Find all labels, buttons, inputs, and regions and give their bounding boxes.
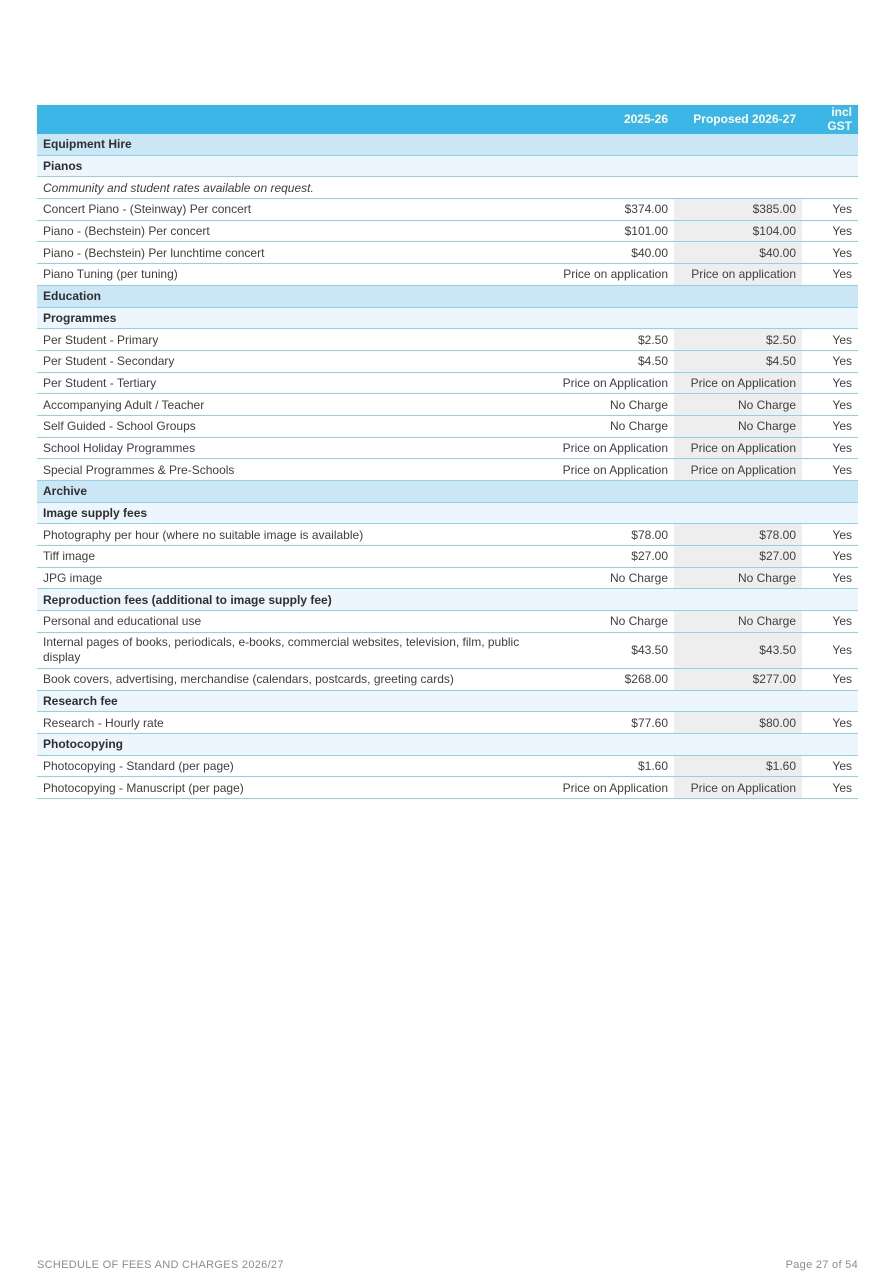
table-note: Community and student rates available on request. — [37, 177, 858, 199]
table-row — [37, 668, 858, 690]
subcategory-row — [37, 733, 858, 755]
category-row — [37, 285, 858, 307]
subcategory-heading: Photocopying — [37, 733, 858, 755]
subcategory-heading: Pianos — [37, 155, 858, 177]
note-row — [37, 177, 858, 199]
table-row — [37, 524, 858, 546]
subcategory-heading: Image supply fees — [37, 502, 858, 524]
fee-current-value: No Charge — [547, 394, 674, 416]
fee-gst-flag: Yes — [802, 199, 858, 221]
fee-gst-flag: Yes — [802, 632, 858, 668]
category-row — [37, 481, 858, 503]
category-heading: Education — [37, 285, 858, 307]
fee-current-value: $101.00 — [547, 220, 674, 242]
header-description — [37, 105, 547, 134]
subcategory-heading: Programmes — [37, 307, 858, 329]
table-row — [37, 394, 858, 416]
table-row — [37, 372, 858, 394]
fee-current-value: No Charge — [547, 415, 674, 437]
table-row — [37, 567, 858, 589]
fee-proposed-value: $78.00 — [674, 524, 802, 546]
table-row — [37, 632, 858, 668]
fee-description: Concert Piano - (Steinway) Per concert — [37, 199, 547, 221]
fee-current-value: Price on application — [547, 264, 674, 286]
fee-proposed-value: $104.00 — [674, 220, 802, 242]
fee-current-value: Price on Application — [547, 777, 674, 799]
fee-description: Photocopying - Manuscript (per page) — [37, 777, 547, 799]
header-incl-gst: incl GST — [802, 105, 858, 134]
fee-current-value: Price on Application — [547, 459, 674, 481]
fee-proposed-value: Price on Application — [674, 777, 802, 799]
fee-description: Personal and educational use — [37, 611, 547, 633]
fee-proposed-value: Price on Application — [674, 459, 802, 481]
category-heading: Archive — [37, 481, 858, 503]
subcategory-row — [37, 155, 858, 177]
subcategory-heading: Research fee — [37, 690, 858, 712]
fee-gst-flag: Yes — [802, 394, 858, 416]
fee-current-value: $2.50 — [547, 329, 674, 351]
fees-table — [37, 105, 858, 799]
category-row — [37, 134, 858, 156]
subcategory-row — [37, 307, 858, 329]
table-row — [37, 199, 858, 221]
table-body — [37, 134, 858, 799]
table-row — [37, 755, 858, 777]
category-heading: Equipment Hire — [37, 134, 858, 156]
fee-proposed-value: No Charge — [674, 394, 802, 416]
fee-proposed-value: Price on application — [674, 264, 802, 286]
fee-gst-flag: Yes — [802, 242, 858, 264]
fee-gst-flag: Yes — [802, 437, 858, 459]
footer-page-number: Page 27 of 54 — [785, 1259, 858, 1271]
fee-proposed-value: $385.00 — [674, 199, 802, 221]
fee-proposed-value: No Charge — [674, 611, 802, 633]
fee-current-value: $268.00 — [547, 668, 674, 690]
fee-proposed-value: No Charge — [674, 567, 802, 589]
table-row — [37, 220, 858, 242]
fee-gst-flag: Yes — [802, 712, 858, 734]
fee-current-value: $77.60 — [547, 712, 674, 734]
fee-current-value: $78.00 — [547, 524, 674, 546]
fee-description: Piano - (Bechstein) Per concert — [37, 220, 547, 242]
fee-gst-flag: Yes — [802, 264, 858, 286]
fee-current-value: No Charge — [547, 611, 674, 633]
table-row — [37, 777, 858, 799]
fee-gst-flag: Yes — [802, 329, 858, 351]
fee-proposed-value: $2.50 — [674, 329, 802, 351]
table-row — [37, 264, 858, 286]
fee-description: Book covers, advertising, merchandise (calendars, postcards, greeting cards) — [37, 668, 547, 690]
table-row — [37, 611, 858, 633]
fee-description: School Holiday Programmes — [37, 437, 547, 459]
subcategory-row — [37, 502, 858, 524]
table-row — [37, 415, 858, 437]
fee-gst-flag: Yes — [802, 220, 858, 242]
fee-current-value: $27.00 — [547, 546, 674, 568]
fee-gst-flag: Yes — [802, 668, 858, 690]
fee-gst-flag: Yes — [802, 546, 858, 568]
fee-proposed-value: $27.00 — [674, 546, 802, 568]
fee-description: Accompanying Adult / Teacher — [37, 394, 547, 416]
fee-proposed-value: $4.50 — [674, 350, 802, 372]
fee-gst-flag: Yes — [802, 524, 858, 546]
fee-gst-flag: Yes — [802, 777, 858, 799]
fee-current-value: No Charge — [547, 567, 674, 589]
subcategory-heading: Reproduction fees (additional to image supply fee) — [37, 589, 858, 611]
fee-proposed-value: $277.00 — [674, 668, 802, 690]
table-row — [37, 546, 858, 568]
fee-current-value: $1.60 — [547, 755, 674, 777]
fee-current-value: Price on Application — [547, 372, 674, 394]
fee-description: Piano Tuning (per tuning) — [37, 264, 547, 286]
header-proposed-year: Proposed 2026-27 — [674, 105, 802, 134]
fee-proposed-value: $43.50 — [674, 632, 802, 668]
fee-description: Piano - (Bechstein) Per lunchtime concert — [37, 242, 547, 264]
fee-proposed-value: Price on Application — [674, 372, 802, 394]
fee-description: Tiff image — [37, 546, 547, 568]
fee-gst-flag: Yes — [802, 350, 858, 372]
subcategory-row — [37, 690, 858, 712]
fee-current-value: Price on Application — [547, 437, 674, 459]
fee-current-value: $43.50 — [547, 632, 674, 668]
fee-proposed-value: No Charge — [674, 415, 802, 437]
table-row — [37, 459, 858, 481]
fee-proposed-value: Price on Application — [674, 437, 802, 459]
fee-description: Special Programmes & Pre-Schools — [37, 459, 547, 481]
fee-current-value: $374.00 — [547, 199, 674, 221]
fee-gst-flag: Yes — [802, 611, 858, 633]
fee-description: Per Student - Primary — [37, 329, 547, 351]
footer-document-title: SCHEDULE OF FEES AND CHARGES 2026/27 — [37, 1259, 284, 1271]
fee-description: Photocopying - Standard (per page) — [37, 755, 547, 777]
fee-description: Self Guided - School Groups — [37, 415, 547, 437]
table-row — [37, 329, 858, 351]
table-row — [37, 437, 858, 459]
table-row — [37, 350, 858, 372]
fee-gst-flag: Yes — [802, 415, 858, 437]
fee-current-value: $40.00 — [547, 242, 674, 264]
fee-gst-flag: Yes — [802, 459, 858, 481]
fee-description: Internal pages of books, periodicals, e-books, commercial websites, television, film, public display — [37, 632, 547, 668]
fee-description: Per Student - Tertiary — [37, 372, 547, 394]
table-row — [37, 242, 858, 264]
table-header-row — [37, 105, 858, 134]
table-row — [37, 712, 858, 734]
fee-gst-flag: Yes — [802, 567, 858, 589]
fee-description: JPG image — [37, 567, 547, 589]
fee-proposed-value: $40.00 — [674, 242, 802, 264]
fee-proposed-value: $80.00 — [674, 712, 802, 734]
fee-gst-flag: Yes — [802, 372, 858, 394]
fee-current-value: $4.50 — [547, 350, 674, 372]
subcategory-row — [37, 589, 858, 611]
fee-description: Per Student - Secondary — [37, 350, 547, 372]
fee-proposed-value: $1.60 — [674, 755, 802, 777]
fee-description: Research - Hourly rate — [37, 712, 547, 734]
header-current-year: 2025-26 — [547, 105, 674, 134]
fee-gst-flag: Yes — [802, 755, 858, 777]
fee-description: Photography per hour (where no suitable image is available) — [37, 524, 547, 546]
